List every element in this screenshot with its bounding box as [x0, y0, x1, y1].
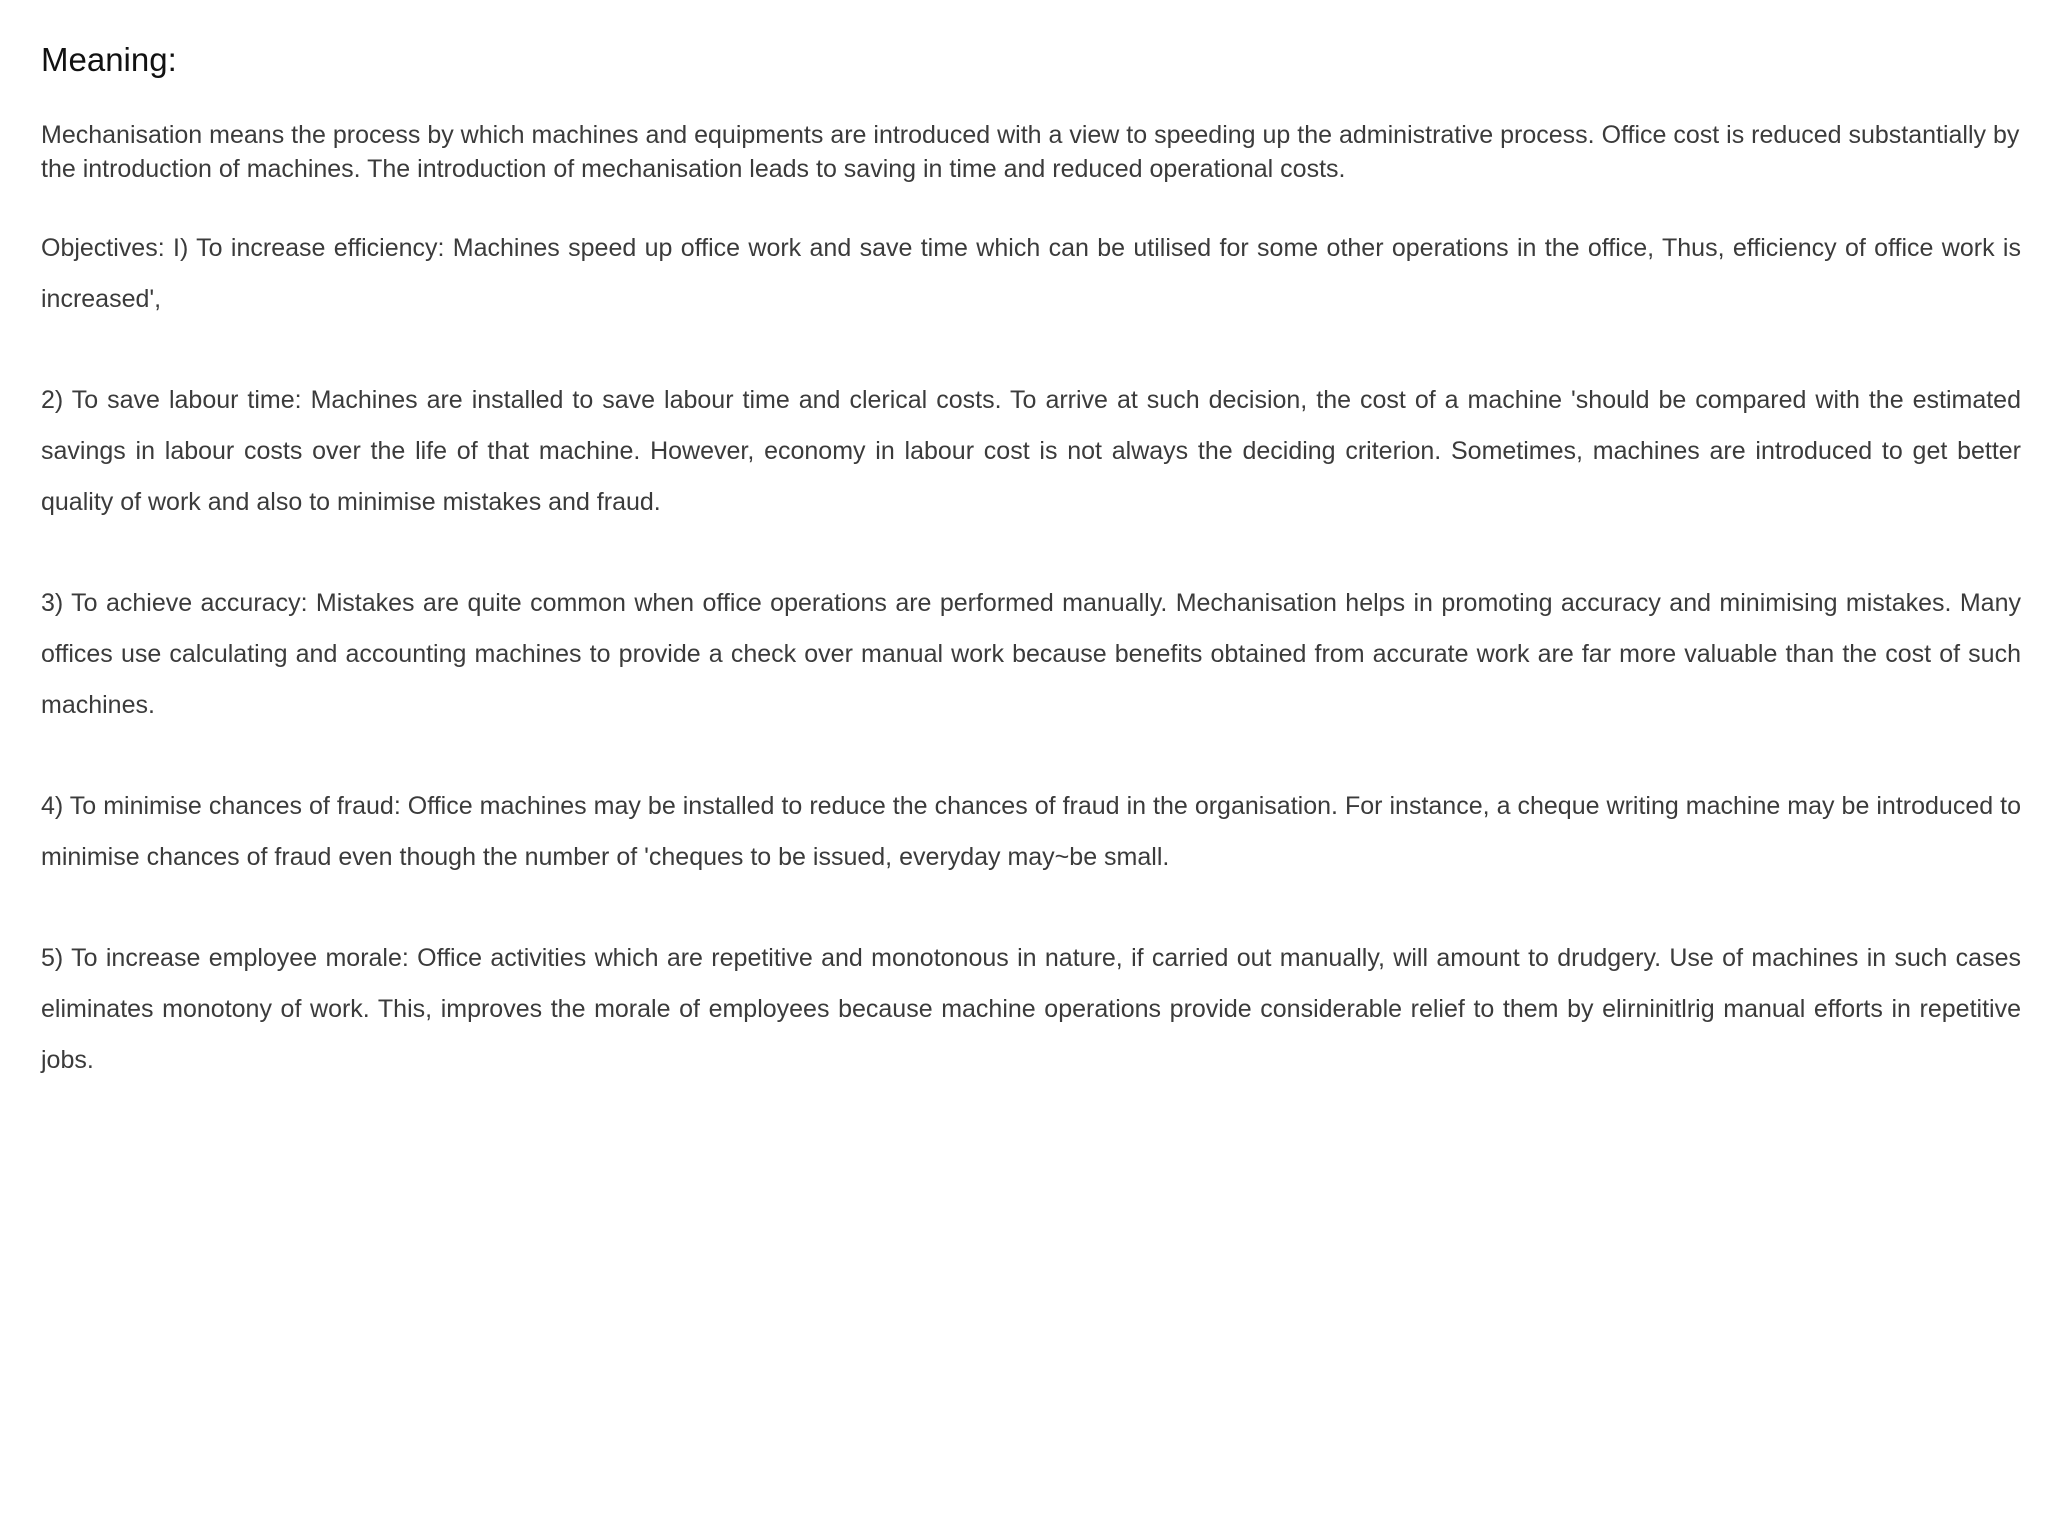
objective-paragraph-2: 2) To save labour time: Machines are installed to save labour time and clerical costs. To arrive at such decision, the cost of a machine 'should be compared with the estimated savings in labour costs over the life of that machine. However, economy in labour cost is not always the deciding criterion. Sometimes, machines are introduced to get better quality of work and also to minimise mistakes and fraud. [41, 386, 2021, 516]
intro-paragraph: Mechanisation means the process by which machines and equipments are introduced with a view to speeding up the administrative process. Office cost is reduced substantially by the introduction of machines. The introduction of mechanisation leads to saving in time and reduced operational costs. [41, 121, 2020, 183]
objective-paragraph-4: 4) To minimise chances of fraud: Office machines may be installed to reduce the chances of fraud in the organisation. For instance, a cheque writing machine may be introduced to minimise chances of fraud even though the number of 'cheques to be issued, everyday may~be small. [41, 792, 2021, 871]
document-body [41, 38, 2021, 1136]
objective-paragraph-1: Objectives: I) To increase efficiency: Machines speed up office work and save time which can be utilised for some other operations in the office, Thus, efficiency of office work is increased', [41, 234, 2021, 313]
objective-paragraph-5: 5) To increase employee morale: Office activities which are repetitive and monotonous in nature, if carried out manually, will amount to drudgery. Use of machines in such cases eliminates monotony of work. This, improves the morale of employees because machine operations provide considerable relief to them by elirninitlrig manual efforts in repetitive jobs. [41, 944, 2021, 1074]
section-heading: Meaning: [41, 41, 177, 78]
objective-paragraph-3: 3) To achieve accuracy: Mistakes are quite common when office operations are performed manually. Mechanisation helps in promoting accuracy and minimising mistakes. Many offices use calculating and accounting machines to provide a check over manual work because benefits obtained from accurate work are far more valuable than the cost of such machines. [41, 589, 2021, 719]
